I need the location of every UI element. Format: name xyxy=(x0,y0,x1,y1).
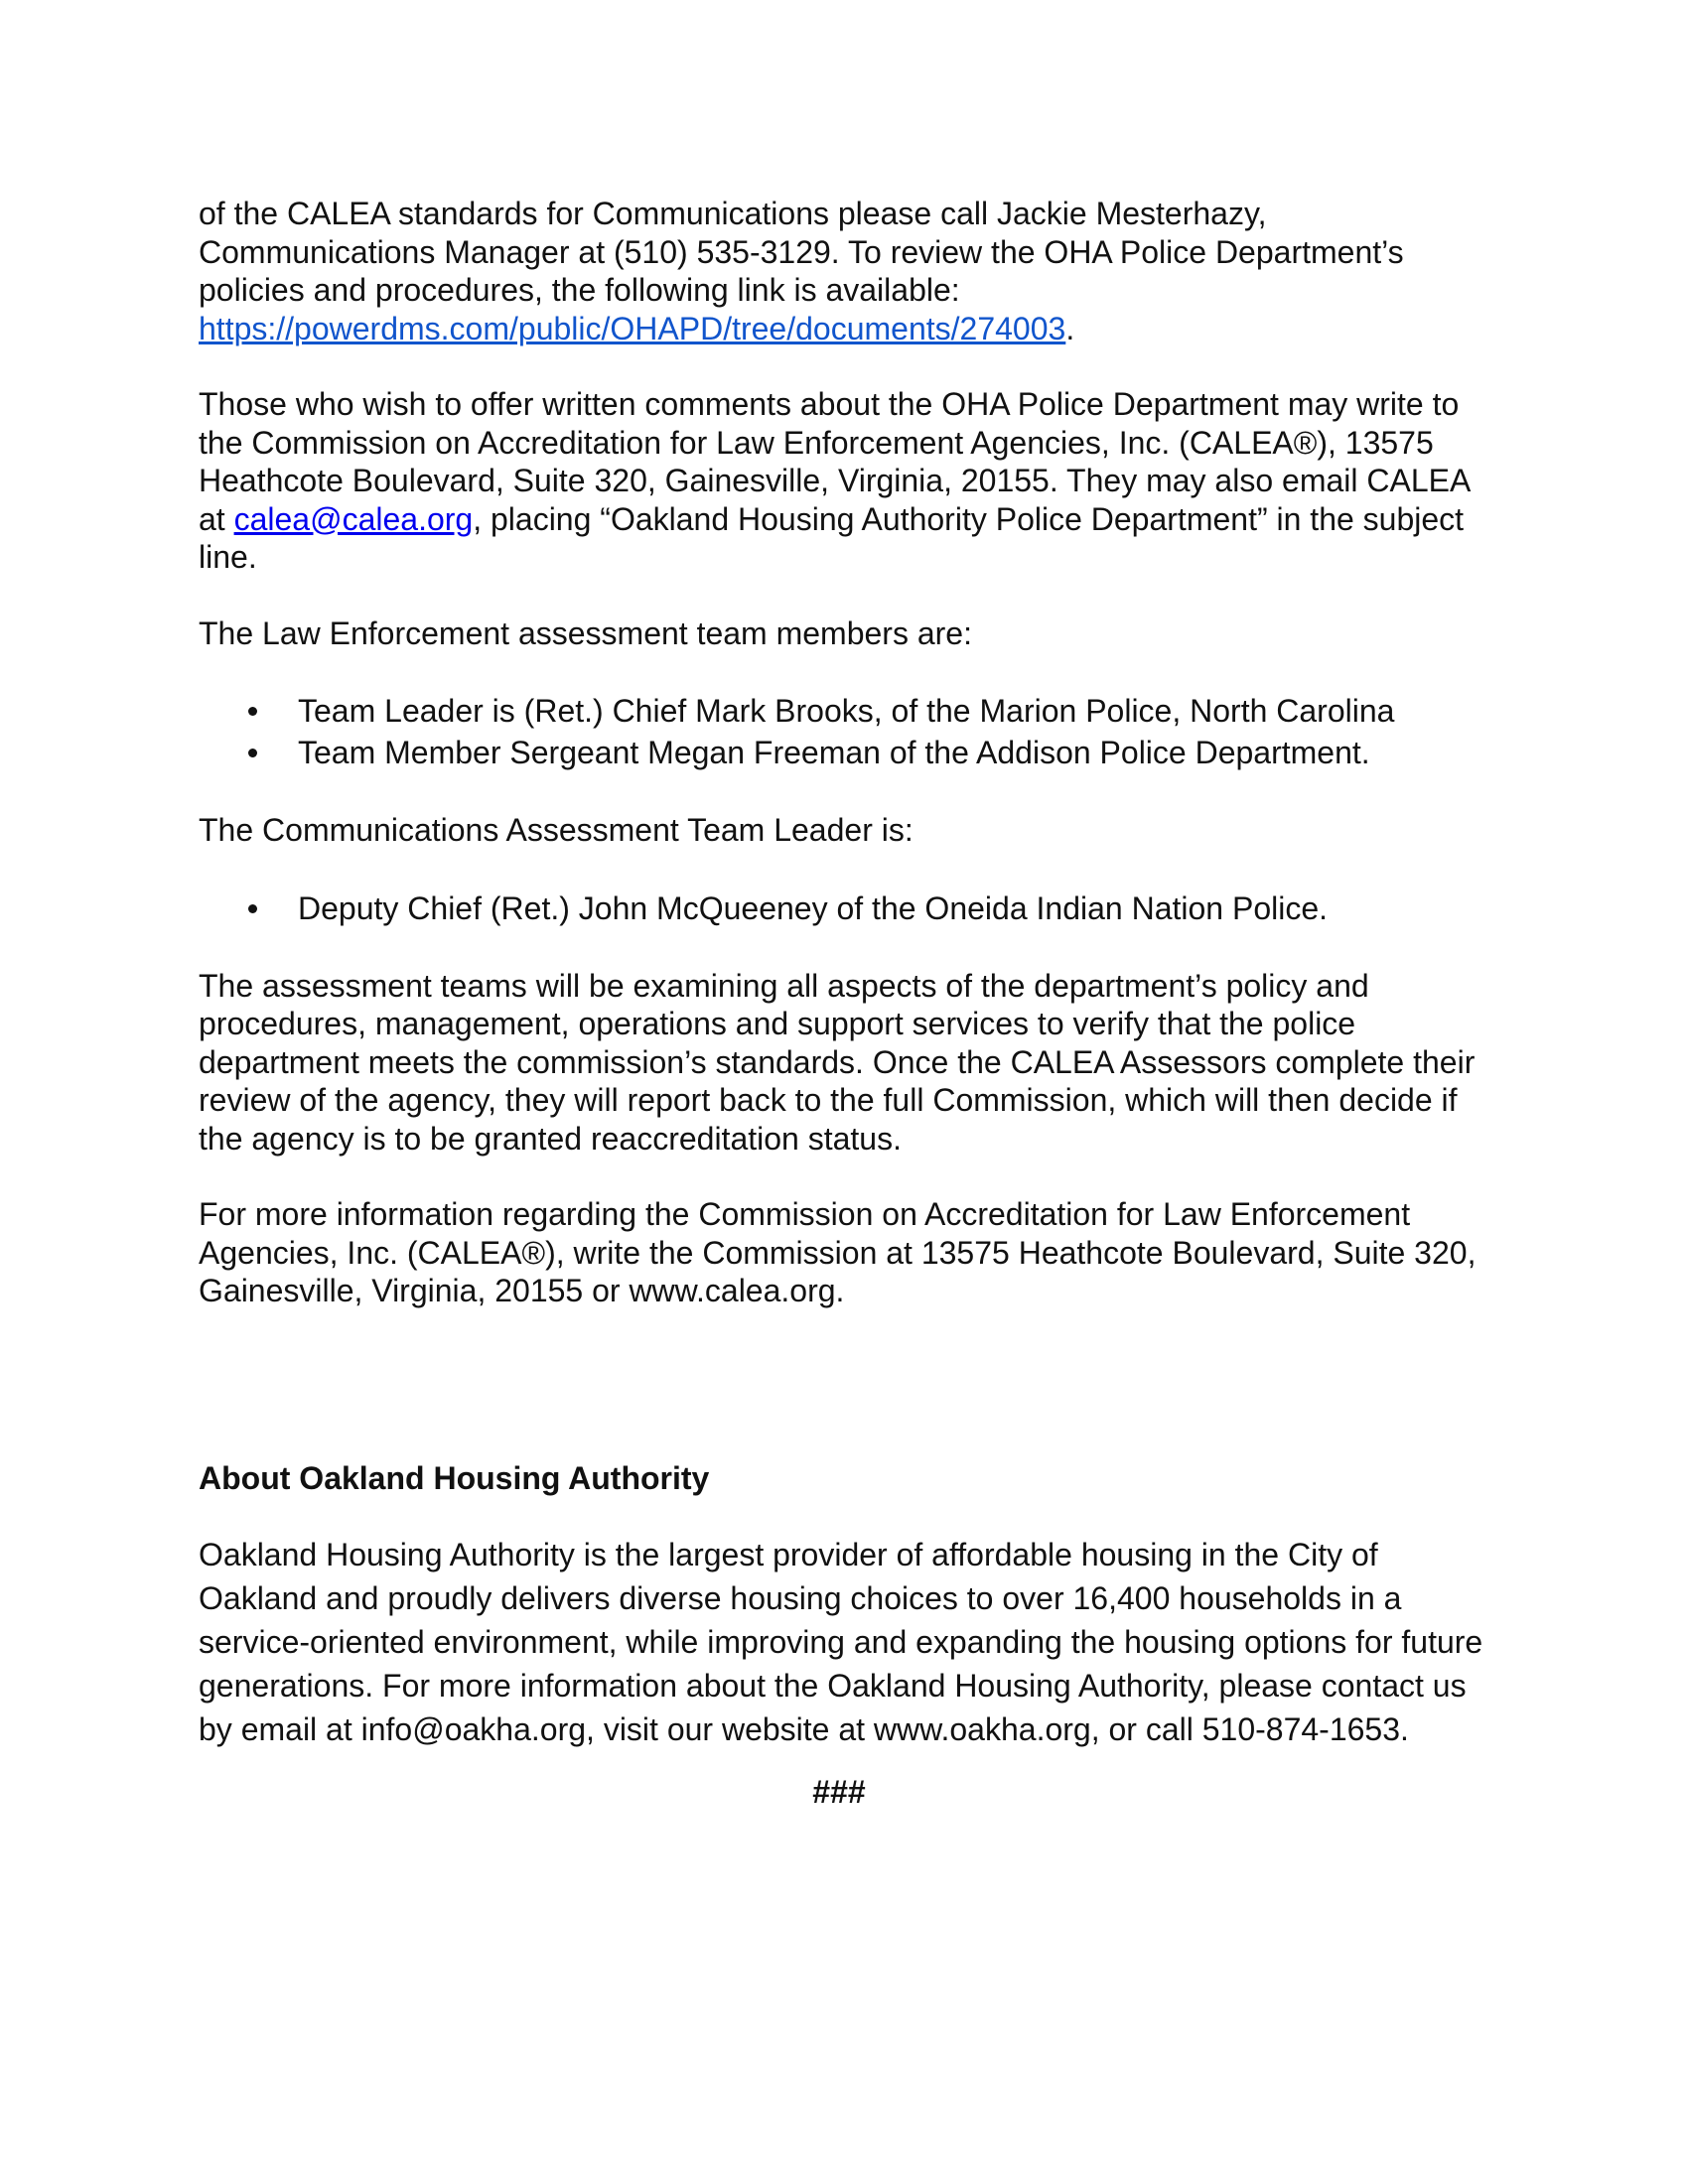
more-info-paragraph: For more information regarding the Commission on Accreditation for Law Enforcement Agencies, Inc. (CALEA®), write the Commission at 13575 Heathcote Boulevard, Suite 320, Gainesville, Virginia, 20155 or www.calea.org. xyxy=(199,1196,1477,1308)
about-heading: About Oakland Housing Authority xyxy=(199,1459,710,1496)
comments-paragraph xyxy=(199,385,1489,577)
powerdms-link[interactable]: https://powerdms.com/public/OHAPD/tree/documents/274003 xyxy=(199,310,1066,346)
document-page xyxy=(199,195,1489,1812)
comments-text-end: , placing “Oakland Housing Authority Police Department” in the subject line. xyxy=(199,500,1465,575)
comments-text: Those who wish to offer written comments about the OHA Police Department may write to the Commission on Accreditation for Law Enforcement Agencies, Inc. (CALEA®), 13575 Heathcote Boulevard, Suite 320, Gainesville, Virginia, 20155. They may also email CALEA at xyxy=(199,386,1470,537)
list-item-text: Team Leader is (Ret.) Chief Mark Brooks, of the Marion Police, North Carolina xyxy=(298,693,1395,729)
about-paragraph: Oakland Housing Authority is the largest provider of affordable housing in the City of Oakland and proudly delivers diverse housing choices to over 16,400 households in a service-oriented environment, while improving and expanding the housing options for future generations. For more information about the Oakland Housing Authority, please contact us by email at info@oakha.org, visit our website at www.oakha.org, or call 510-874-1653. xyxy=(199,1537,1483,1747)
comm-team-list xyxy=(199,887,1489,929)
list-item xyxy=(199,887,1489,929)
bullet-icon xyxy=(248,904,257,913)
bullet-icon xyxy=(248,749,257,757)
list-item-text: Team Member Sergeant Megan Freeman of the Addison Police Department. xyxy=(298,735,1370,770)
list-item-text: Deputy Chief (Ret.) John McQueeney of the Oneida Indian Nation Police. xyxy=(298,889,1329,926)
intro-paragraph xyxy=(199,195,1489,347)
bullet-icon xyxy=(248,707,257,716)
intro-text-end: . xyxy=(1065,310,1075,346)
intro-text: of the CALEA standards for Communications please call Jackie Mesterhazy, Communications Manager at (510) 535-3129. To review the OHA Police Department’s policies and procedures, the following link is available: xyxy=(199,196,1404,308)
comm-team-intro: The Communications Assessment Team Leader is: xyxy=(199,812,914,848)
law-team-list xyxy=(199,690,1489,773)
end-mark: ### xyxy=(812,1774,866,1810)
law-team-intro: The Law Enforcement assessment team members are: xyxy=(199,614,972,651)
calea-email-link[interactable]: calea@calea.org xyxy=(233,500,474,537)
assessment-paragraph: The assessment teams will be examining all aspects of the department’s policy and procedures, management, operations and support services to verify that the police department meets the commission’s standards. Once the CALEA Assessors complete their review of the agency, they will report back to the full Commission, which will then decide if the agency is to be granted reaccreditation status. xyxy=(199,967,1476,1157)
list-item xyxy=(199,732,1489,773)
list-item xyxy=(199,690,1489,732)
